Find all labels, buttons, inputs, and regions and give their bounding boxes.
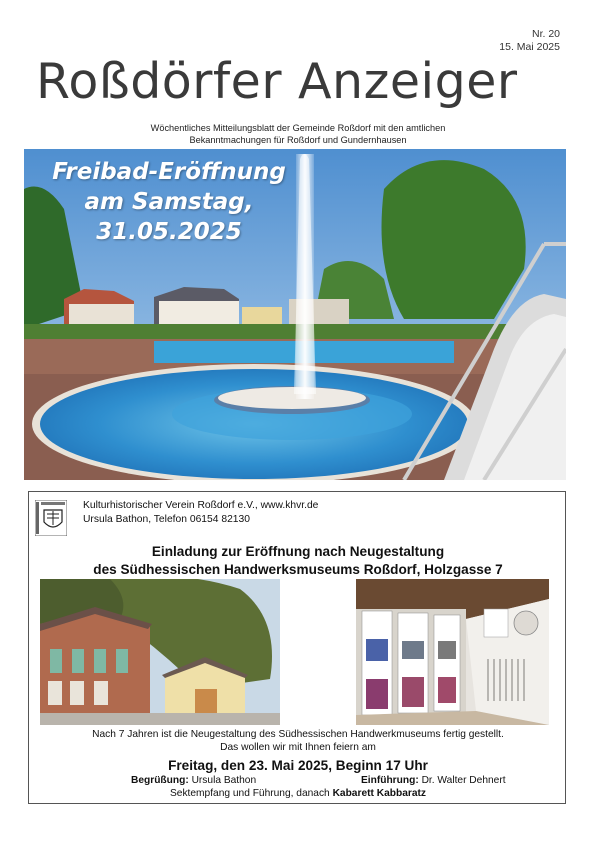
invitation-body-line-1: Nach 7 Jahren ist die Neugestaltung des Südhessischen Handwerkmuseums fertig gestellt. — [92, 729, 504, 740]
contact-line-2: Ursula Bathon, Telefon 06154 82130 — [83, 513, 250, 525]
invitation-body — [29, 728, 567, 754]
invitation-headline-line-2: des Südhessischen Handwerksmuseums Roßdorf, Holzgasse 7 — [93, 562, 503, 577]
hero-headline — [24, 157, 314, 247]
program-text: Sektempfang und Führung, danach — [170, 788, 330, 799]
masthead-title: Roßdörfer Anzeiger — [36, 53, 518, 110]
program-line — [29, 787, 567, 800]
contact-line-1: Kulturhistorischer Verein Roßdorf e.V., www.khvr.de — [83, 500, 319, 511]
museum-exterior-photo — [40, 579, 280, 725]
hero-headline-line-1: Freibad-Eröffnung — [52, 159, 286, 185]
event-credits — [29, 774, 567, 800]
program-highlight: Kabarett Kabbaratz — [332, 788, 426, 799]
welcome-credit — [131, 774, 256, 787]
invitation-headline-line-1: Einladung zur Eröffnung nach Neugestaltung — [151, 544, 445, 559]
intro-credit — [361, 774, 506, 787]
association-seal-icon — [35, 500, 67, 536]
museum-interior-photo — [356, 579, 549, 725]
invitation-headline — [29, 543, 567, 579]
intro-name: Dr. Walter Dehnert — [421, 775, 506, 786]
intro-label: Einführung: — [361, 775, 419, 786]
museum-invitation-box — [28, 491, 566, 804]
subtitle-line-2: Bekanntmachungen für Roßdorf und Gundernhausen — [189, 135, 407, 145]
issue-number: Nr. 20 — [531, 28, 560, 40]
subtitle-line-1: Wöchentliches Mitteilungsblatt der Gemeinde Roßdorf mit den amtlichen — [150, 123, 446, 133]
issue-date: 15. Mai 2025 — [499, 41, 560, 53]
contact-info — [83, 499, 318, 526]
hero-headline-line-2: am Samstag, — [84, 189, 254, 215]
masthead-subtitle — [60, 122, 536, 146]
event-date: Freitag, den 23. Mai 2025, Beginn 17 Uhr — [168, 758, 428, 773]
hero-photo — [24, 149, 566, 480]
welcome-label: Begrüßung: — [131, 775, 189, 786]
hero-headline-line-3: 31.05.2025 — [96, 219, 242, 245]
invitation-body-line-2: Das wollen wir mit Ihnen feiern am — [220, 742, 376, 753]
welcome-name: Ursula Bathon — [191, 775, 257, 786]
